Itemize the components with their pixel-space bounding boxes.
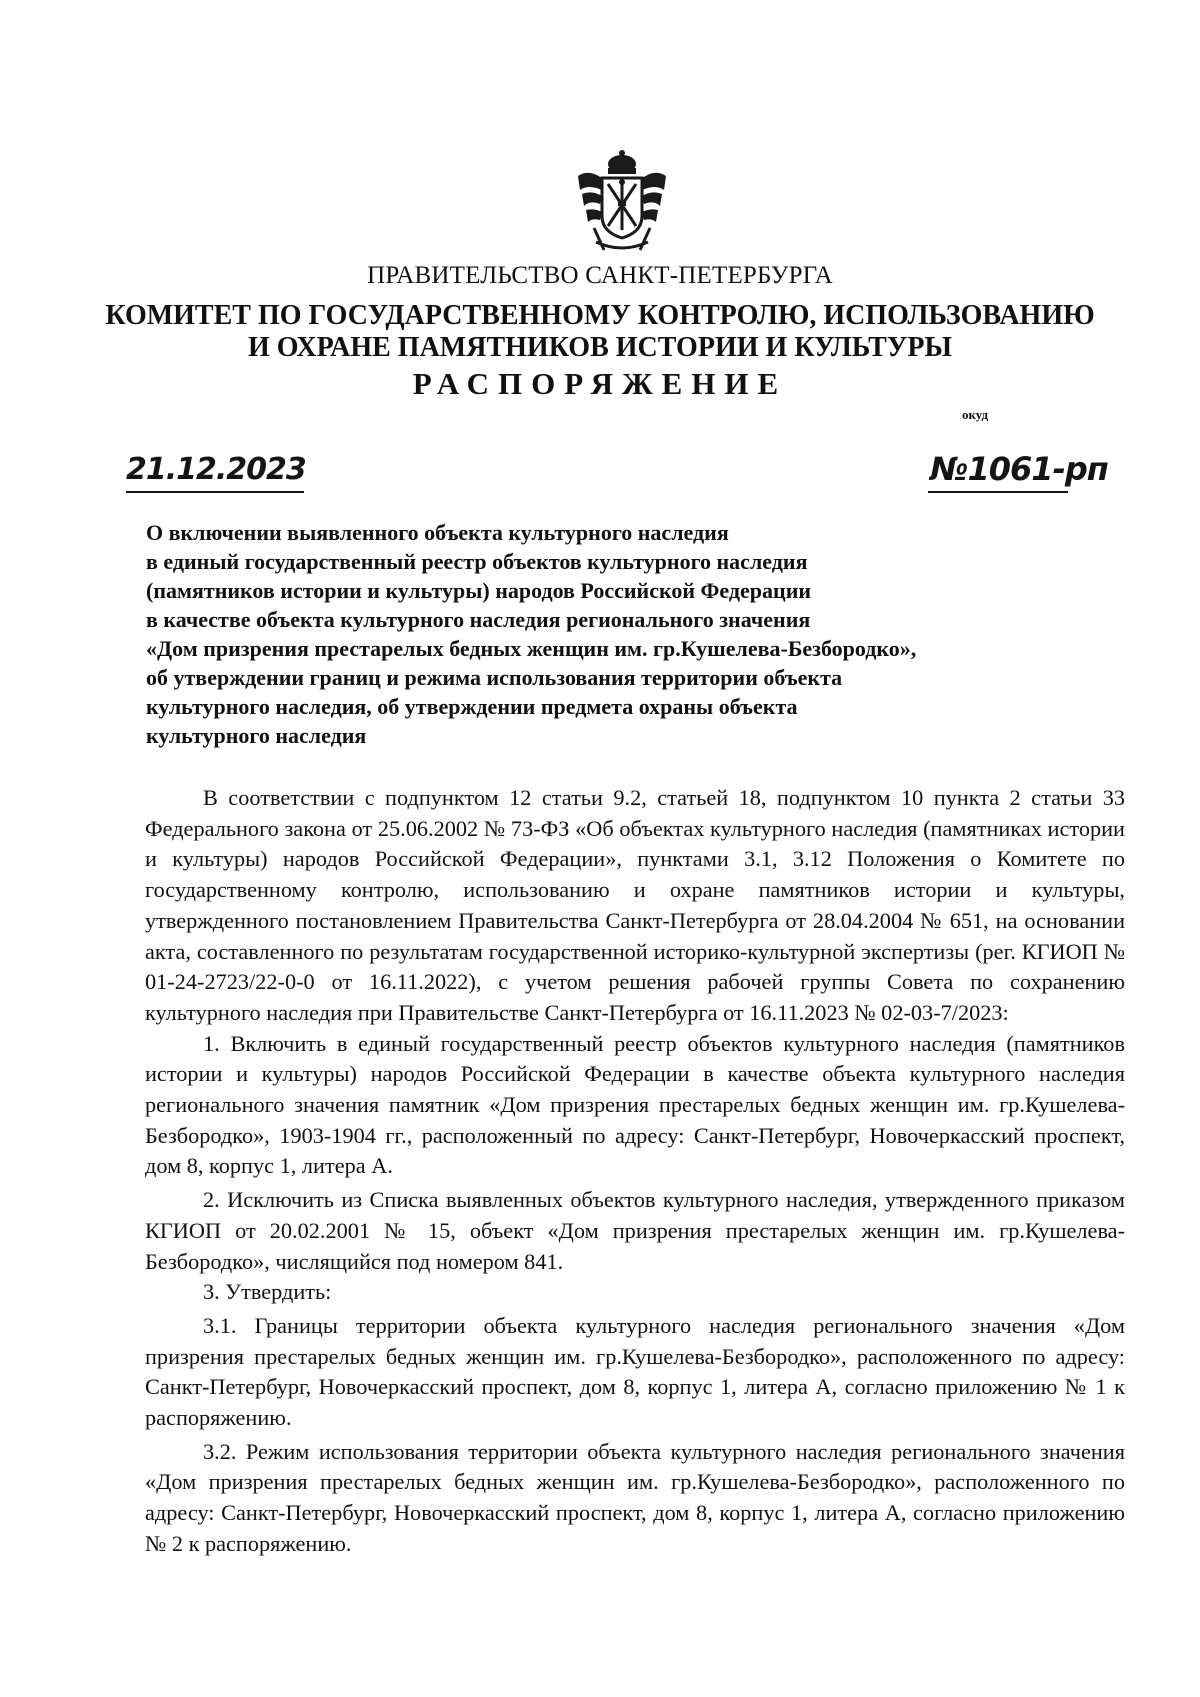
government-title: ПРАВИТЕЛЬСТВО САНКТ-ПЕТЕРБУРГА bbox=[367, 262, 833, 289]
subject-line: О включении выявленного объекта культурного наследия bbox=[146, 520, 729, 545]
document-date: 21.12.2023 bbox=[126, 452, 306, 487]
preamble-paragraph: В соответствии с подпунктом 12 статьи 9.2, статьей 18, подпунктом 10 пункта 2 статьи 33 Федерального закона от 25.06.2002 № 73-ФЗ «Об объектах культурного наследия (памятниках истории и культуры) народов Российской Федерации», пунктами 3.1, 3.12 Положения о Комитете по государственному контролю, использованию и охране памятников истории и культуры, утвержденного постановлением Правительства Санкт-Петербурга от 28.04.2004 № 651, на основании акта, составленного по результатам государственной историко-культурной экспертизы (рег. КГИОП № 01-24-2723/22-0-0 от 16.11.2022), с учетом решения рабочей группы Совета по сохранению культурного наследия при Правительстве Санкт-Петербурга от 16.11.2023 № 02-03-7/2023: bbox=[145, 785, 1125, 1025]
subject-line: в единый государственный реестр объектов культурного наследия bbox=[146, 549, 808, 574]
item-1-paragraph: 1. Включить в единый государственный реестр объектов культурного наследия (памятников истории и культуры) народов Российской Федерации в качестве объекта культурного наследия регионального значения памятник «Дом призрения престарелых бедных женщин им. гр.Кушелева-Безбородко», 1903-1904 гг., расположенный по адресу: Санкт-Петербург, Новочеркасский проспект, дом 8, корпус 1, литера А. bbox=[145, 1030, 1125, 1179]
subject-line: об утверждении границ и режима использования территории объекта bbox=[146, 665, 843, 690]
saint-petersburg-coat-of-arms-icon bbox=[574, 150, 670, 258]
committee-title bbox=[0, 300, 1200, 364]
document-type-title: РАСПОРЯЖЕНИЕ bbox=[412, 366, 788, 401]
subject-line: (памятников истории и культуры) народов Российской Федерации bbox=[146, 578, 812, 603]
item-3-1-paragraph: 3.1. Границы территории объекта культурного наследия регионального значения «Дом призрения престарелых бедных женщин им. гр.Кушелева-Безбородко», расположенного по адресу: Санкт-Петербург, Новочеркасский проспект, дом 8, корпус 1, литера А, согласно приложению № 1 к распоряжению. bbox=[145, 1312, 1125, 1431]
subject-line: в качестве объекта культурного наследия регионального значения bbox=[146, 607, 811, 632]
number-underline bbox=[928, 491, 1068, 493]
date-underline bbox=[126, 491, 304, 493]
subject-line: культурного наследия, об утверждении предмета охраны объекта bbox=[146, 694, 798, 719]
item-3-paragraph: 3. Утвердить: bbox=[203, 1279, 332, 1305]
subject-line: культурного наследия bbox=[146, 723, 367, 748]
document-number: №1061-рп bbox=[930, 450, 1108, 488]
okud-label: окуд bbox=[962, 407, 989, 422]
committee-title-line-1: КОМИТЕТ ПО ГОСУДАРСТВЕННОМУ КОНТРОЛЮ, ИСПОЛЬЗОВАНИЮ bbox=[105, 300, 1095, 331]
item-3-2-paragraph: 3.2. Режим использования территории объекта культурного наследия регионального значения «Дом призрения престарелых бедных женщин им. гр.Кушелева-Безбородко», расположенного по адресу: Санкт-Петербург, Новочеркасский проспект, дом 8, корпус 1, литера А, согласно приложению № 2 к распоряжению. bbox=[145, 1438, 1125, 1556]
committee-title-line-2: И ОХРАНЕ ПАМЯТНИКОВ ИСТОРИИ И КУЛЬТУРЫ bbox=[248, 332, 952, 363]
subject-line: «Дом призрения престарелых бедных женщин им. гр.Кушелева-Безбородко», bbox=[146, 636, 917, 661]
item-2-paragraph: 2. Исключить из Списка выявленных объектов культурного наследия, утвержденного приказом КГИОП от 20.02.2001 № 15, объект «Дом призрения престарелых женщин им. гр.Кушелева-Безбородко», числящийся под номером 841. bbox=[145, 1187, 1125, 1274]
document-body bbox=[145, 783, 1125, 1560]
document-subject bbox=[146, 518, 1106, 750]
